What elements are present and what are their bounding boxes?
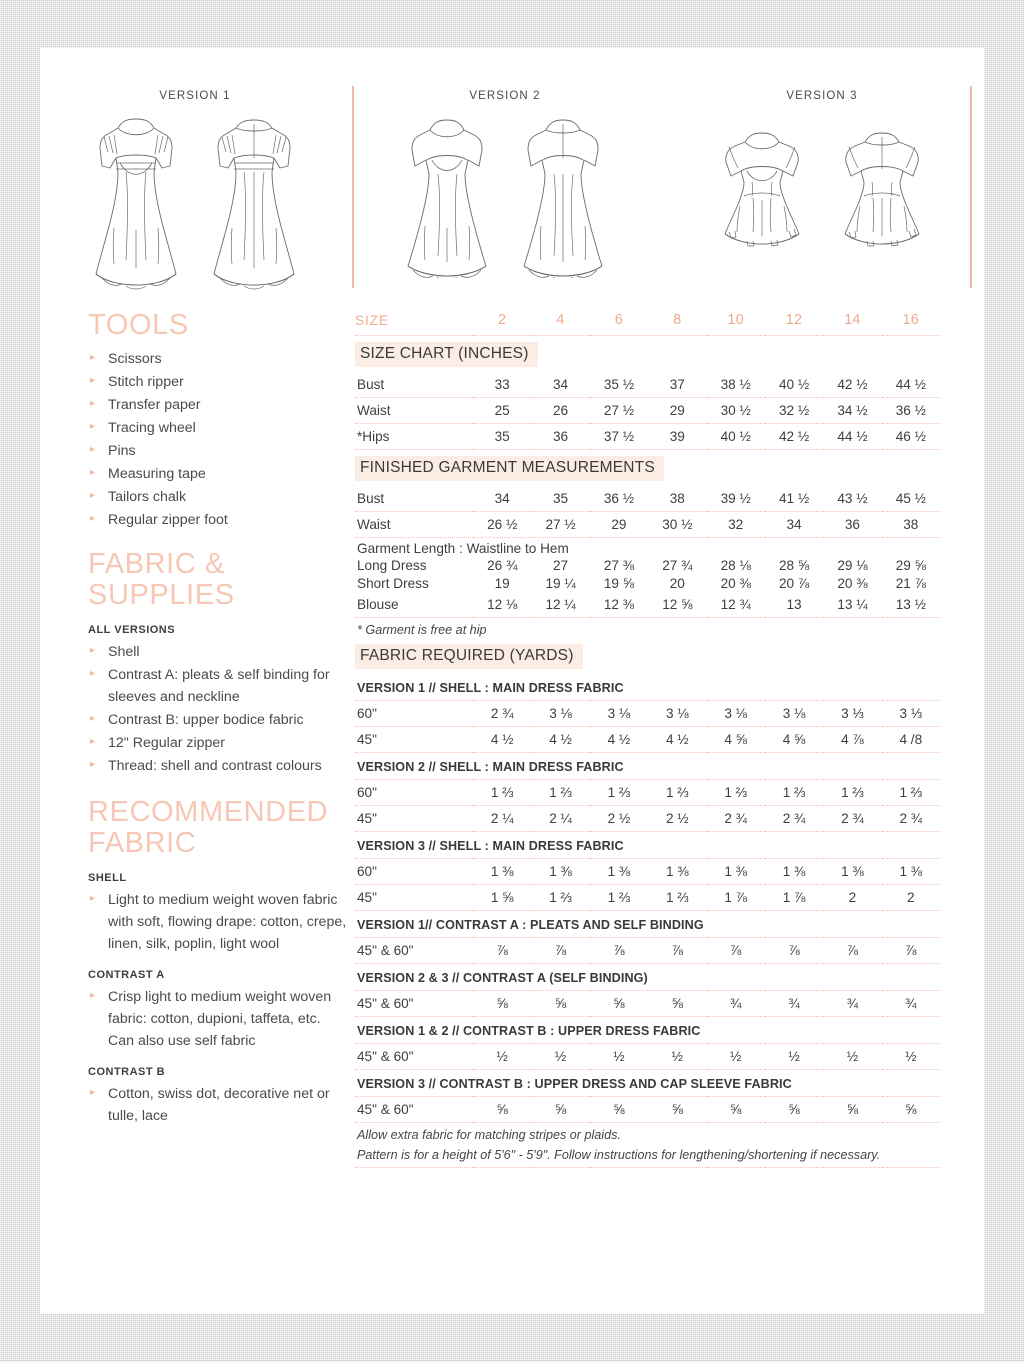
cell: 1 ⅜ bbox=[590, 859, 648, 885]
fabric-required-title: FABRIC REQUIRED (YARDS) bbox=[355, 644, 583, 669]
list-item-label: 12" Regular zipper bbox=[108, 735, 226, 752]
table-row bbox=[355, 398, 940, 424]
row-label: Bust bbox=[355, 372, 473, 398]
cell: 4 ⅞ bbox=[823, 727, 881, 753]
cell: 2 ¾ bbox=[473, 701, 531, 727]
cell: ½ bbox=[882, 1044, 940, 1070]
short-dress-back-icon bbox=[510, 110, 616, 278]
list-item bbox=[88, 986, 350, 1052]
table-row bbox=[355, 806, 940, 832]
cell: 30 ½ bbox=[648, 512, 706, 538]
size-col-4: 4 bbox=[556, 312, 565, 328]
cell: 2 ¾ bbox=[823, 806, 881, 832]
cell: 1 ⅝ bbox=[473, 885, 531, 911]
cell: ⅝ bbox=[648, 991, 706, 1017]
cell: 36 bbox=[531, 424, 589, 450]
list-item-label: Contrast B: upper bodice fabric bbox=[108, 712, 304, 729]
cell: 30 ½ bbox=[707, 398, 765, 424]
cell: 26 ¾ bbox=[487, 558, 518, 573]
cell: 4 /8 bbox=[882, 727, 940, 753]
fabric-section-heading-row bbox=[355, 753, 940, 780]
size-header-label: SIZE bbox=[355, 312, 390, 328]
fabric-section-heading-row bbox=[355, 911, 940, 938]
cell: 28 ⅝ bbox=[778, 558, 810, 573]
cell: 39 bbox=[648, 424, 706, 450]
cell: ½ bbox=[823, 1044, 881, 1070]
cell: ½ bbox=[590, 1044, 648, 1070]
cell: ⅝ bbox=[590, 1097, 648, 1123]
cell: 34 ½ bbox=[823, 398, 881, 424]
list-item bbox=[88, 417, 350, 439]
garment-length-caption: Garment Length : Waistline to Hem bbox=[357, 541, 569, 556]
cell: 26 bbox=[531, 398, 589, 424]
cell: 1 ⅔ bbox=[648, 780, 706, 806]
table-row bbox=[355, 1097, 940, 1123]
cell: 3 ⅛ bbox=[531, 701, 589, 727]
cell: 1 ⅔ bbox=[648, 885, 706, 911]
cell: ½ bbox=[531, 1044, 589, 1070]
cell: 21 ⅞ bbox=[895, 576, 926, 591]
chevron-right-icon: ▸ bbox=[90, 668, 96, 680]
chevron-right-icon: ▸ bbox=[90, 990, 96, 1002]
row-label: Long Dress bbox=[357, 558, 427, 573]
cell: 2 ¾ bbox=[882, 806, 940, 832]
cell: ⅝ bbox=[473, 1097, 531, 1123]
cell: ½ bbox=[707, 1044, 765, 1070]
size-col-12: 12 bbox=[785, 312, 803, 328]
fabric-section-heading-row bbox=[355, 1070, 940, 1097]
fabric-section-heading: VERSION 1 & 2 // CONTRAST B : UPPER DRESS FABRIC bbox=[355, 1017, 940, 1044]
cell: 1 ⅔ bbox=[590, 885, 648, 911]
cell: ¾ bbox=[707, 991, 765, 1017]
finished-garment-title: FINISHED GARMENT MEASUREMENTS bbox=[355, 456, 664, 481]
table-row bbox=[355, 424, 940, 450]
fabric-section-heading: VERSION 3 // SHELL : MAIN DRESS FABRIC bbox=[355, 832, 940, 859]
chevron-right-icon: ▸ bbox=[90, 1087, 96, 1099]
cell: 1 ⅔ bbox=[590, 780, 648, 806]
cell: 27 ½ bbox=[590, 398, 648, 424]
cell: ¾ bbox=[765, 991, 823, 1017]
cell: 40 ½ bbox=[707, 424, 765, 450]
cell: 3 ⅛ bbox=[590, 701, 648, 727]
cell: 1 ⅔ bbox=[882, 780, 940, 806]
cell: 28 ⅛ bbox=[720, 558, 751, 573]
cell: 12 ⅝ bbox=[648, 592, 706, 618]
cell: 29 bbox=[648, 398, 706, 424]
cell: 4 ½ bbox=[473, 727, 531, 753]
shell-list bbox=[88, 889, 350, 955]
fabric-section-heading-row bbox=[355, 964, 940, 991]
cell: 29 bbox=[590, 512, 648, 538]
list-item-label: Shell bbox=[108, 644, 140, 661]
cell: 2 ¾ bbox=[765, 806, 823, 832]
row-label: 45" & 60" bbox=[355, 991, 473, 1017]
chevron-right-icon: ▸ bbox=[90, 467, 96, 479]
cell: 38 ½ bbox=[707, 372, 765, 398]
cell: 41 ½ bbox=[765, 486, 823, 512]
row-label: 45" bbox=[355, 727, 473, 753]
cell: ¾ bbox=[882, 991, 940, 1017]
size-header-row bbox=[355, 310, 940, 335]
cell: 20 bbox=[669, 576, 685, 591]
cell: 4 ½ bbox=[648, 727, 706, 753]
row-label: 60" bbox=[355, 859, 473, 885]
list-item-label: Transfer paper bbox=[108, 397, 201, 414]
cell: ⅝ bbox=[531, 991, 589, 1017]
row-label: 45" bbox=[355, 806, 473, 832]
cell: ¾ bbox=[823, 991, 881, 1017]
long-dress-back-icon bbox=[200, 110, 308, 290]
chevron-right-icon: ▸ bbox=[90, 352, 96, 364]
row-label: 60" bbox=[355, 701, 473, 727]
version-3-figures bbox=[707, 124, 937, 248]
cell: ⅞ bbox=[590, 938, 648, 964]
list-item-label: Thread: shell and contrast colours bbox=[108, 758, 322, 775]
table-row bbox=[355, 592, 940, 618]
cell: 3 ⅛ bbox=[707, 701, 765, 727]
list-item bbox=[88, 348, 350, 370]
cell: 1 ⅜ bbox=[707, 859, 765, 885]
cell: 43 ½ bbox=[823, 486, 881, 512]
cell: ⅝ bbox=[707, 1097, 765, 1123]
cell: ½ bbox=[765, 1044, 823, 1070]
cell: 37 bbox=[648, 372, 706, 398]
chevron-right-icon: ▸ bbox=[90, 398, 96, 410]
cell: 29 ⅝ bbox=[895, 558, 926, 573]
tools-list bbox=[88, 348, 350, 531]
cell: 35 ½ bbox=[590, 372, 648, 398]
cell: 20 ⅜ bbox=[837, 576, 868, 591]
cell: 1 ⅔ bbox=[531, 885, 589, 911]
fabric-section-heading: VERSION 1 // SHELL : MAIN DRESS FABRIC bbox=[355, 674, 940, 701]
fabric-note-2: Pattern is for a height of 5'6" - 5'9". Follow instructions for lengthening/shortening if necessary. bbox=[355, 1143, 940, 1168]
cell: 4 ½ bbox=[531, 727, 589, 753]
cell: 29 ⅛ bbox=[837, 558, 868, 573]
pattern-page bbox=[40, 48, 984, 1314]
list-item bbox=[88, 889, 350, 955]
version-2-label: VERSION 2 bbox=[469, 90, 541, 102]
cell: ½ bbox=[473, 1044, 531, 1070]
row-label: 45" & 60" bbox=[355, 1044, 473, 1070]
cell: 2 bbox=[823, 885, 881, 911]
row-label: Blouse bbox=[355, 592, 473, 618]
table-row bbox=[355, 938, 940, 964]
measurement-tables bbox=[355, 310, 940, 1168]
table-row bbox=[355, 1044, 940, 1070]
cell: 1 ⅔ bbox=[531, 780, 589, 806]
cell: 34 bbox=[473, 486, 531, 512]
cell: 42 ½ bbox=[823, 372, 881, 398]
size-col-10: 10 bbox=[727, 312, 745, 328]
long-dress-front-icon bbox=[82, 110, 190, 290]
cell: 35 bbox=[531, 486, 589, 512]
cell: 1 ⅔ bbox=[823, 780, 881, 806]
size-col-6: 6 bbox=[614, 312, 624, 328]
list-item-label: Light to medium weight woven fabric with soft, flowing drape: cotton, crepe, linen, silk, poplin, light wool bbox=[108, 892, 347, 953]
chevron-right-icon: ▸ bbox=[90, 444, 96, 456]
size-col-14: 14 bbox=[844, 312, 861, 328]
fabric-section-heading-row bbox=[355, 674, 940, 701]
chevron-right-icon: ▸ bbox=[90, 713, 96, 725]
cell: 2 ¼ bbox=[531, 806, 589, 832]
chevron-right-icon: ▸ bbox=[90, 421, 96, 433]
size-chart-title-row bbox=[355, 336, 940, 373]
list-item bbox=[88, 463, 350, 485]
cell: 34 bbox=[531, 372, 589, 398]
shell-label: SHELL bbox=[88, 872, 127, 885]
cell: 12 ¾ bbox=[707, 592, 765, 618]
hip-footnote-row bbox=[355, 618, 940, 639]
cell: ⅝ bbox=[648, 1097, 706, 1123]
cell: 27 bbox=[553, 558, 569, 573]
cell: ⅞ bbox=[882, 938, 940, 964]
table-row bbox=[355, 701, 940, 727]
list-item bbox=[88, 371, 350, 393]
cell: 3 ⅓ bbox=[823, 701, 881, 727]
cell: ⅞ bbox=[531, 938, 589, 964]
list-item bbox=[88, 486, 350, 508]
list-item-label: Contrast A: pleats & self binding for sleeves and neckline bbox=[108, 667, 330, 706]
cell: ⅞ bbox=[765, 938, 823, 964]
cell: 32 bbox=[707, 512, 765, 538]
contrast-b-list bbox=[88, 1083, 350, 1127]
table-row bbox=[355, 372, 940, 398]
cell: ⅝ bbox=[882, 1097, 940, 1123]
list-item bbox=[88, 394, 350, 416]
cell: 40 ½ bbox=[765, 372, 823, 398]
cell: 46 ½ bbox=[882, 424, 940, 450]
version-illustrations bbox=[40, 48, 984, 306]
cell: 2 ½ bbox=[648, 806, 706, 832]
list-item-label: Tracing wheel bbox=[108, 420, 196, 437]
garment-length-caption-row bbox=[355, 538, 940, 557]
chevron-right-icon: ▸ bbox=[90, 513, 96, 525]
size-chart-title: SIZE CHART (INCHES) bbox=[355, 342, 538, 367]
version-3-block bbox=[660, 48, 984, 306]
cell: ⅞ bbox=[823, 938, 881, 964]
cell: 34 bbox=[765, 512, 823, 538]
cell: 19 ⅝ bbox=[603, 576, 635, 591]
fabric-supplies-list bbox=[88, 641, 350, 777]
fabric-section-heading-row bbox=[355, 1017, 940, 1044]
cell: 12 ⅛ bbox=[473, 592, 531, 618]
cell: 19 bbox=[494, 576, 510, 591]
cell: 1 ⅜ bbox=[823, 859, 881, 885]
fabric-supplies-heading: FABRIC & SUPPLIES bbox=[88, 548, 235, 611]
list-item bbox=[88, 732, 350, 754]
cell: 3 ⅛ bbox=[648, 701, 706, 727]
fabric-section-heading: VERSION 1// CONTRAST A : PLEATS AND SELF BINDING bbox=[355, 911, 940, 938]
cell: 13 ½ bbox=[882, 592, 940, 618]
cell: ⅞ bbox=[648, 938, 706, 964]
version-1-figures bbox=[82, 110, 308, 290]
table-row bbox=[355, 512, 940, 538]
row-label: Bust bbox=[355, 486, 473, 512]
cell: 20 ⅞ bbox=[778, 576, 810, 591]
list-item bbox=[88, 440, 350, 462]
cell: 45 ½ bbox=[882, 486, 940, 512]
row-label: Short Dress bbox=[357, 576, 429, 591]
row-label: 45" & 60" bbox=[355, 1097, 473, 1123]
cell: 12 ¼ bbox=[531, 592, 589, 618]
cell: 44 ½ bbox=[823, 424, 881, 450]
cell: 32 ½ bbox=[765, 398, 823, 424]
cell: ½ bbox=[648, 1044, 706, 1070]
row-label: Waist bbox=[355, 398, 473, 424]
list-item bbox=[88, 709, 350, 731]
cell: ⅝ bbox=[590, 991, 648, 1017]
list-item-label: Crisp light to medium weight woven fabric: cotton, dupioni, taffeta, etc. Can also use self fabric bbox=[108, 989, 332, 1050]
fabric-note-row bbox=[355, 1123, 940, 1144]
list-item bbox=[88, 509, 350, 531]
list-item-label: Regular zipper foot bbox=[108, 512, 228, 529]
cell: 26 ½ bbox=[473, 512, 531, 538]
table-row bbox=[355, 727, 940, 753]
table-row bbox=[355, 991, 940, 1017]
peplum-blouse-front-icon bbox=[707, 124, 817, 248]
size-col-8: 8 bbox=[673, 312, 682, 328]
fabric-section-heading: VERSION 2 & 3 // CONTRAST A (SELF BINDING) bbox=[355, 964, 940, 991]
cell: 1 ⅜ bbox=[473, 859, 531, 885]
cell: 27 ⅜ bbox=[603, 558, 635, 573]
cell: 1 ⅞ bbox=[765, 885, 823, 911]
cell: 3 ⅛ bbox=[765, 701, 823, 727]
list-item-label: Tailors chalk bbox=[108, 489, 187, 506]
version-2-block bbox=[350, 48, 660, 306]
cell: 38 bbox=[882, 512, 940, 538]
cell: 4 ½ bbox=[590, 727, 648, 753]
cell: 1 ⅜ bbox=[765, 859, 823, 885]
cell: 13 bbox=[765, 592, 823, 618]
cell: 36 bbox=[823, 512, 881, 538]
cell: 37 ½ bbox=[590, 424, 648, 450]
row-label: 45" bbox=[355, 885, 473, 911]
chevron-right-icon: ▸ bbox=[90, 736, 96, 748]
cell: 3 ⅓ bbox=[882, 701, 940, 727]
recommended-fabric-heading: RECOMMENDED FABRIC bbox=[88, 796, 329, 859]
cell: 2 bbox=[882, 885, 940, 911]
cell: 4 ⅝ bbox=[765, 727, 823, 753]
chevron-right-icon: ▸ bbox=[90, 893, 96, 905]
short-dress-front-icon bbox=[394, 110, 500, 278]
cell: 25 bbox=[473, 398, 531, 424]
contrast-b-label: CONTRAST B bbox=[88, 1066, 166, 1079]
cell: 2 ½ bbox=[590, 806, 648, 832]
size-tables bbox=[355, 310, 940, 1168]
table-row bbox=[355, 486, 940, 512]
table-row bbox=[355, 859, 940, 885]
cell: 13 ¼ bbox=[823, 592, 881, 618]
cell: 1 ⅜ bbox=[531, 859, 589, 885]
tools-heading: TOOLS bbox=[88, 309, 189, 341]
contrast-a-list bbox=[88, 986, 350, 1052]
fabric-required-title-row bbox=[355, 638, 940, 674]
cell: 19 ¼ bbox=[545, 576, 576, 591]
table-row bbox=[355, 556, 940, 574]
fabric-note-1: Allow extra fabric for matching stripes or plaids. bbox=[357, 1128, 621, 1142]
list-item-label: Scissors bbox=[108, 351, 162, 368]
fabric-section-heading-row bbox=[355, 832, 940, 859]
cell: ⅝ bbox=[765, 1097, 823, 1123]
cell: ⅞ bbox=[473, 938, 531, 964]
cell: 39 ½ bbox=[707, 486, 765, 512]
list-item-label: Measuring tape bbox=[108, 466, 206, 483]
chevron-right-icon: ▸ bbox=[90, 375, 96, 387]
chevron-right-icon: ▸ bbox=[90, 759, 96, 771]
cell: 36 ½ bbox=[590, 486, 648, 512]
cell: 1 ⅜ bbox=[882, 859, 940, 885]
version-1-label: VERSION 1 bbox=[159, 90, 231, 102]
sidebar bbox=[88, 310, 350, 1128]
list-item-label: Cotton, swiss dot, decorative net or tulle, lace bbox=[108, 1086, 330, 1125]
list-item bbox=[88, 755, 350, 777]
hip-footnote: * Garment is free at hip bbox=[357, 623, 487, 637]
row-label: Waist bbox=[355, 512, 473, 538]
cell: 36 ½ bbox=[882, 398, 940, 424]
version-3-label: VERSION 3 bbox=[786, 90, 858, 102]
all-versions-label: ALL VERSIONS bbox=[88, 624, 176, 637]
cell: 20 ⅜ bbox=[720, 576, 751, 591]
cell: 1 ⅜ bbox=[648, 859, 706, 885]
row-label: *Hips bbox=[355, 424, 473, 450]
cell: 2 ¾ bbox=[707, 806, 765, 832]
table-row bbox=[355, 780, 940, 806]
row-label: 45" & 60" bbox=[355, 938, 473, 964]
cell: 2 ¼ bbox=[473, 806, 531, 832]
size-col-16: 16 bbox=[902, 312, 920, 328]
cell: ⅝ bbox=[531, 1097, 589, 1123]
cell: ⅞ bbox=[707, 938, 765, 964]
cell: 42 ½ bbox=[765, 424, 823, 450]
version-1-block bbox=[40, 48, 350, 306]
list-item-label: Stitch ripper bbox=[108, 374, 184, 391]
cell: 1 ⅔ bbox=[765, 780, 823, 806]
cell: 27 ½ bbox=[531, 512, 589, 538]
contrast-a-label: CONTRAST A bbox=[88, 969, 165, 982]
cell: 12 ⅜ bbox=[590, 592, 648, 618]
row-label: 60" bbox=[355, 780, 473, 806]
list-item bbox=[88, 641, 350, 663]
table-row bbox=[355, 574, 940, 592]
version-2-figures bbox=[394, 110, 616, 278]
cell: 33 bbox=[473, 372, 531, 398]
fabric-section-heading: VERSION 3 // CONTRAST B : UPPER DRESS AND CAP SLEEVE FABRIC bbox=[355, 1070, 940, 1097]
size-col-2: 2 bbox=[498, 312, 507, 328]
list-item bbox=[88, 1083, 350, 1127]
chevron-right-icon: ▸ bbox=[90, 490, 96, 502]
cell: 1 ⅔ bbox=[707, 780, 765, 806]
list-item-label: Pins bbox=[108, 443, 136, 460]
list-item bbox=[88, 664, 350, 708]
fabric-note-row bbox=[355, 1143, 940, 1168]
chevron-right-icon: ▸ bbox=[90, 645, 96, 657]
table-row bbox=[355, 885, 940, 911]
cell: ⅝ bbox=[473, 991, 531, 1017]
cell: ⅝ bbox=[823, 1097, 881, 1123]
cell: 44 ½ bbox=[882, 372, 940, 398]
cell: 1 ⅔ bbox=[473, 780, 531, 806]
fabric-section-heading: VERSION 2 // SHELL : MAIN DRESS FABRIC bbox=[355, 753, 940, 780]
finished-garment-title-row bbox=[355, 450, 940, 487]
cell: 27 ¾ bbox=[662, 558, 693, 573]
cell: 35 bbox=[473, 424, 531, 450]
peplum-blouse-back-icon bbox=[827, 124, 937, 248]
cell: 4 ⅝ bbox=[707, 727, 765, 753]
cell: 1 ⅞ bbox=[707, 885, 765, 911]
cell: 38 bbox=[648, 486, 706, 512]
